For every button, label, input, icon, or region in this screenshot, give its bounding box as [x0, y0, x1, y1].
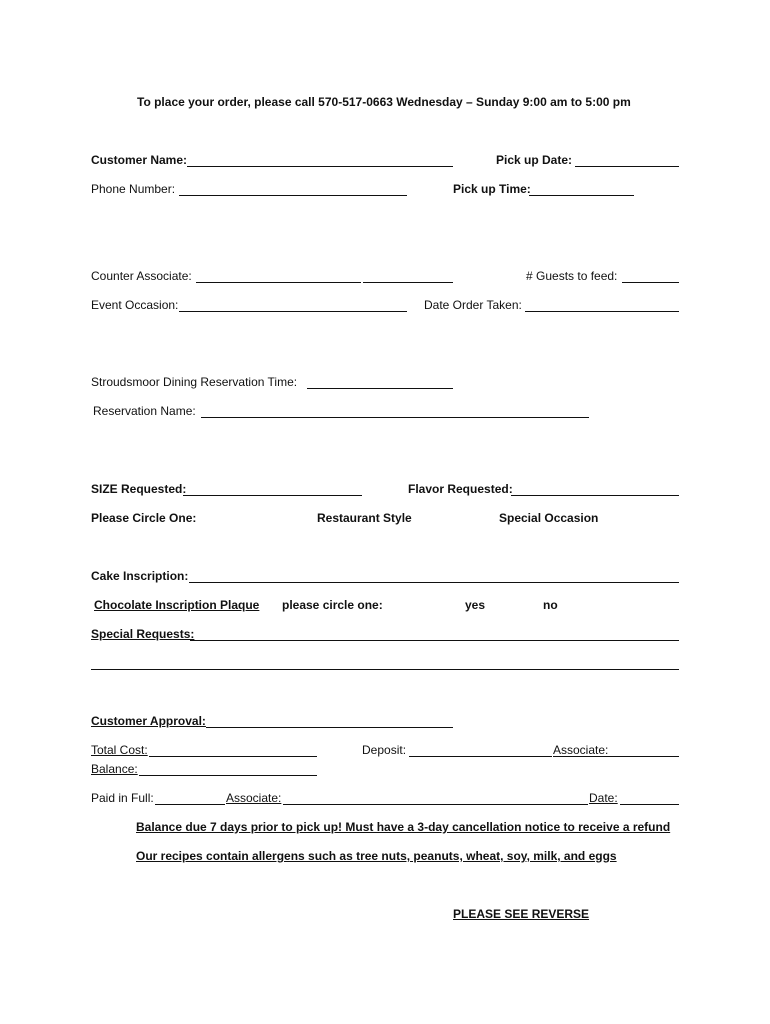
size-requested-field[interactable]: [183, 481, 362, 496]
option-special-occasion[interactable]: Special Occasion: [499, 511, 599, 525]
special-requests-field[interactable]: [190, 626, 679, 641]
flavor-requested-field[interactable]: [511, 481, 679, 496]
plaque-option-no[interactable]: no: [543, 598, 558, 612]
paid-date-label: Date:: [589, 791, 618, 805]
guests-to-feed-label: # Guests to feed:: [526, 269, 618, 283]
reservation-name-label: Reservation Name:: [93, 404, 196, 418]
plaque-circle-one-label: please circle one:: [282, 598, 383, 612]
special-requests-label: Special Requests:: [91, 627, 195, 641]
cake-inscription-label: Cake Inscription:: [91, 569, 189, 583]
event-occasion-field[interactable]: [179, 297, 407, 312]
paid-in-full-label: Paid in Full:: [91, 791, 154, 805]
guests-to-feed-field[interactable]: [622, 268, 679, 283]
associate-underline: [553, 756, 610, 757]
balance-field[interactable]: [139, 761, 317, 776]
allergen-notice: Our recipes contain allergens such as tree nuts, peanuts, wheat, soy, milk, and eggs: [136, 849, 617, 863]
event-occasion-label: Event Occasion:: [91, 298, 179, 312]
reservation-time-label: Stroudsmoor Dining Reservation Time:: [91, 375, 298, 389]
paid-associate-label: Associate:: [226, 791, 282, 805]
cake-inscription-field[interactable]: [189, 568, 679, 583]
date-order-taken-label: Date Order Taken:: [424, 298, 522, 312]
total-cost-field[interactable]: [149, 742, 317, 757]
option-restaurant-style[interactable]: Restaurant Style: [317, 511, 412, 525]
balance-due-notice: Balance due 7 days prior to pick up! Must have a 3-day cancellation notice to receive a refund: [136, 820, 671, 834]
size-requested-label: SIZE Requested:: [91, 482, 187, 496]
pickup-date-field[interactable]: [575, 152, 679, 167]
chocolate-plaque-label: Chocolate Inscription Plaque: [94, 598, 260, 612]
reservation-time-field[interactable]: [307, 374, 453, 389]
customer-approval-field[interactable]: [206, 713, 453, 728]
special-requests-field-2[interactable]: [91, 655, 679, 670]
date-order-taken-field[interactable]: [525, 297, 679, 312]
reservation-name-field[interactable]: [201, 403, 589, 418]
paid-date-field[interactable]: [620, 790, 679, 805]
paid-in-full-field[interactable]: [155, 790, 225, 805]
phone-number-field[interactable]: [179, 181, 407, 196]
deposit-associate-label: Associate:: [553, 743, 609, 757]
phone-number-label: Phone Number:: [91, 182, 176, 196]
counter-associate-field[interactable]: [196, 268, 361, 283]
customer-approval-label: Customer Approval:: [91, 714, 206, 728]
pickup-time-label: Pick up Time:: [453, 182, 531, 196]
pickup-time-field[interactable]: [529, 181, 634, 196]
pickup-date-label: Pick up Date:: [496, 153, 573, 167]
deposit-label: Deposit:: [362, 743, 407, 757]
flavor-requested-label: Flavor Requested:: [408, 482, 513, 496]
see-reverse-note: PLEASE SEE REVERSE: [453, 907, 590, 921]
paid-associate-field[interactable]: [283, 790, 588, 805]
balance-label: Balance:: [91, 762, 138, 776]
call-to-order-text: To place your order, please call 570-517-0663 Wednesday – Sunday 9:00 am to 5:00 pm: [137, 95, 631, 109]
counter-associate-field-2[interactable]: [363, 268, 453, 283]
deposit-associate-field[interactable]: [610, 742, 679, 757]
deposit-field[interactable]: [409, 742, 552, 757]
counter-associate-label: Counter Associate:: [91, 269, 192, 283]
plaque-option-yes[interactable]: yes: [465, 598, 486, 612]
customer-name-label: Customer Name:: [91, 153, 188, 167]
total-cost-label: Total Cost:: [91, 743, 148, 757]
customer-name-field[interactable]: [187, 152, 453, 167]
circle-one-label: Please Circle One:: [91, 511, 197, 525]
